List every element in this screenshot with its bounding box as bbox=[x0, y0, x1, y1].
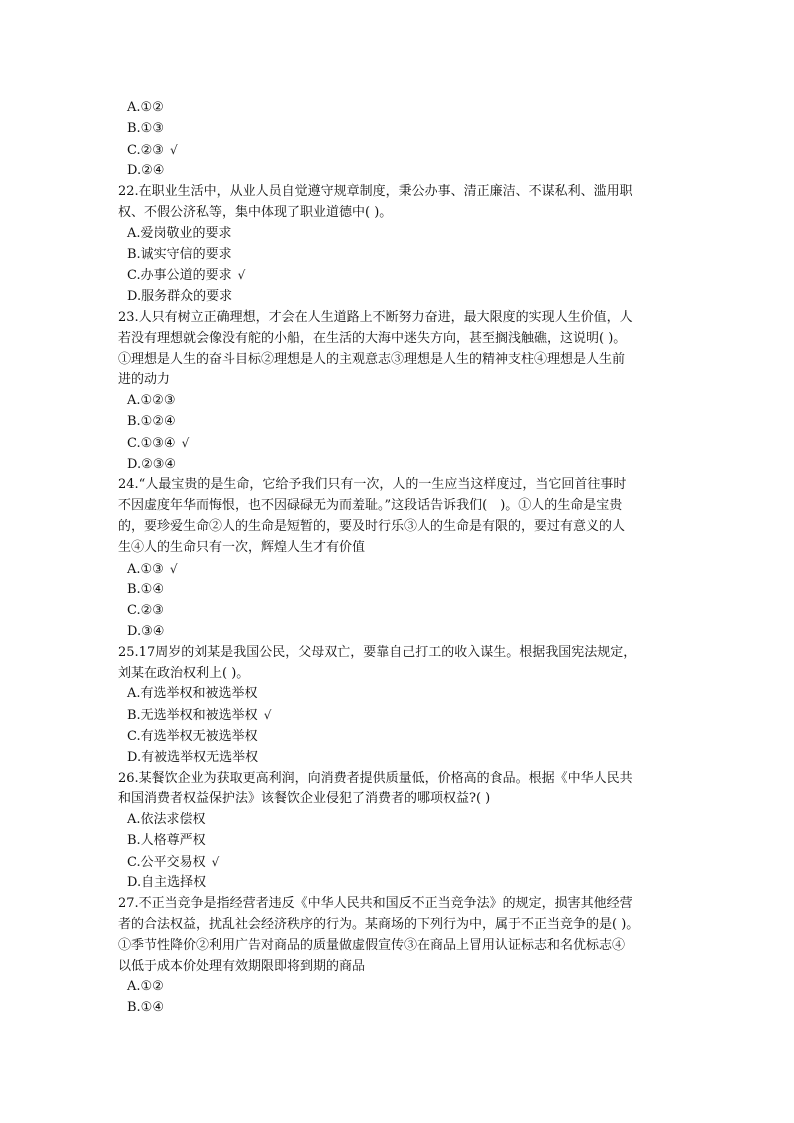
answer-option-label: D.②③④ bbox=[127, 456, 177, 472]
answer-option bbox=[118, 684, 678, 705]
answer-option-label: B.①④ bbox=[127, 1000, 164, 1016]
answer-option bbox=[118, 622, 678, 643]
question-text-line: 不因虚度年华而悔恨，也不因碌碌无为而羞耻。”这段话告诉我们( )。①人的生命是宝贵 bbox=[118, 498, 623, 514]
check-mark-icon: √ bbox=[169, 561, 178, 576]
answer-option-label: A.爱岗敬业的要求 bbox=[127, 225, 232, 241]
question-list bbox=[118, 98, 678, 1019]
check-mark-icon: √ bbox=[263, 708, 272, 723]
answer-option bbox=[118, 977, 678, 998]
answer-option-label: B.①④ bbox=[127, 582, 164, 598]
question-text-line: 以低于成本价处理有效期限即将到期的商品 bbox=[118, 958, 366, 974]
answer-option bbox=[118, 810, 678, 831]
answer-option-label: D.自主选择权 bbox=[127, 875, 207, 891]
answer-option bbox=[118, 852, 678, 874]
question-text-line: ①季节性降价②利用广告对商品的质量做虚假宣传③在商品上冒用认证标志和名优标志④ bbox=[118, 937, 626, 953]
answer-option bbox=[118, 998, 678, 1019]
answer-option bbox=[118, 705, 678, 727]
answer-option bbox=[118, 265, 678, 287]
answer-option-label: C.公平交易权 bbox=[127, 854, 206, 870]
question-text-line: 者的合法权益，扰乱社会经济秩序的行为。某商场的下列行为中，属于不正当竞争的是( )。 bbox=[118, 917, 640, 933]
answer-option-label: A.①②③ bbox=[127, 393, 176, 409]
question-text-line: 生④人的生命只有一次，辉煌人生才有价值 bbox=[118, 539, 366, 555]
check-mark-icon: √ bbox=[169, 142, 178, 157]
answer-option bbox=[118, 580, 678, 601]
question-text-line: 25.17周岁的刘某是我国公民，父母双亡，要靠自己打工的收入谋生。根据我国宪法规定， bbox=[118, 644, 637, 660]
check-mark-icon: √ bbox=[211, 854, 220, 869]
answer-option-label: C.有选举权无被选举权 bbox=[127, 728, 258, 744]
question-text-line: 26.某餐饮企业为获取更高利润，向消费者提供质量低，价格高的食品。根据《中华人民共 bbox=[118, 770, 633, 786]
answer-option bbox=[118, 119, 678, 140]
answer-option bbox=[118, 98, 678, 119]
answer-option-label: A.①③ bbox=[127, 561, 164, 577]
answer-option bbox=[118, 727, 678, 748]
answer-option bbox=[118, 601, 678, 622]
answer-option bbox=[118, 245, 678, 266]
question-text-line: ①理想是人生的奋斗目标②理想是人的主观意志③理想是人生的精神支柱④理想是人生前 bbox=[118, 351, 626, 367]
answer-option-label: B.①③ bbox=[127, 120, 164, 136]
answer-option-label: D.服务群众的要求 bbox=[127, 289, 233, 305]
question-text-line: 权、不假公济私等，集中体现了职业道德中( )。 bbox=[118, 204, 393, 220]
question-text-line: 24.“人最宝贵的是生命，它给予我们只有一次，人的一生应当这样度过，当它回首往事时 bbox=[118, 477, 627, 493]
answer-option bbox=[118, 224, 678, 245]
check-mark-icon: √ bbox=[237, 268, 246, 283]
answer-option bbox=[118, 140, 678, 162]
answer-option-label: D.有被选举权无选举权 bbox=[127, 749, 259, 765]
question-text-line: 27.不正当竞争是指经营者违反《中华人民共和国反不正当竞争法》的规定，损害其他经营 bbox=[118, 896, 633, 912]
answer-option bbox=[118, 391, 678, 412]
answer-option-label: C.①③④ bbox=[127, 435, 176, 451]
answer-option-label: A.有选举权和被选举权 bbox=[127, 686, 258, 702]
answer-option-label: B.①②④ bbox=[127, 413, 176, 429]
answer-option-label: A.①② bbox=[127, 100, 164, 115]
answer-option-label: D.②④ bbox=[127, 163, 165, 179]
answer-option-label: C.办事公道的要求 bbox=[127, 268, 232, 284]
answer-option-label: B.诚实守信的要求 bbox=[127, 246, 232, 262]
answer-option-label: C.②③ bbox=[127, 603, 164, 619]
answer-option bbox=[118, 433, 678, 455]
question-text-line: 的，要珍爱生命②人的生命是短暂的，要及时行乐③人的生命是有限的，要过有意义的人 bbox=[118, 518, 626, 534]
answer-option-label: C.②③ bbox=[127, 142, 164, 158]
question-text-line: 和国消费者权益保护法》该餐饮企业侵犯了消费者的哪项权益?( ) bbox=[118, 791, 491, 807]
answer-option-label: A.依法求偿权 bbox=[127, 812, 206, 828]
question-text-line: 23.人只有树立正确理想，才会在人生道路上不断努力奋进，最大限度的实现人生价值，人 bbox=[118, 309, 633, 325]
answer-option bbox=[118, 831, 678, 852]
answer-option bbox=[118, 287, 678, 308]
answer-option bbox=[118, 748, 678, 769]
question-text-line: 进的动力 bbox=[118, 372, 171, 388]
answer-option-label: B.人格尊严权 bbox=[127, 832, 206, 848]
check-mark-icon: √ bbox=[181, 435, 190, 450]
answer-option bbox=[118, 455, 678, 476]
answer-option-label: D.③④ bbox=[127, 623, 165, 639]
answer-option bbox=[118, 161, 678, 182]
question-text-line: 22.在职业生活中，从业人员自觉遵守规章制度，秉公办事、清正廉洁、不谋私利、滥用职 bbox=[118, 184, 633, 200]
question-text-line: 刘某在政治权利上( )。 bbox=[118, 665, 250, 681]
answer-option bbox=[118, 559, 678, 581]
answer-option-label: B.无选举权和被选举权 bbox=[127, 708, 258, 724]
answer-option-label: A.①② bbox=[127, 979, 164, 995]
question-text-line: 若没有理想就会像没有舵的小船，在生活的大海中迷失方向，甚至搁浅触礁，这说明( )。 bbox=[118, 330, 627, 346]
answer-option bbox=[118, 412, 678, 433]
answer-option bbox=[118, 873, 678, 894]
